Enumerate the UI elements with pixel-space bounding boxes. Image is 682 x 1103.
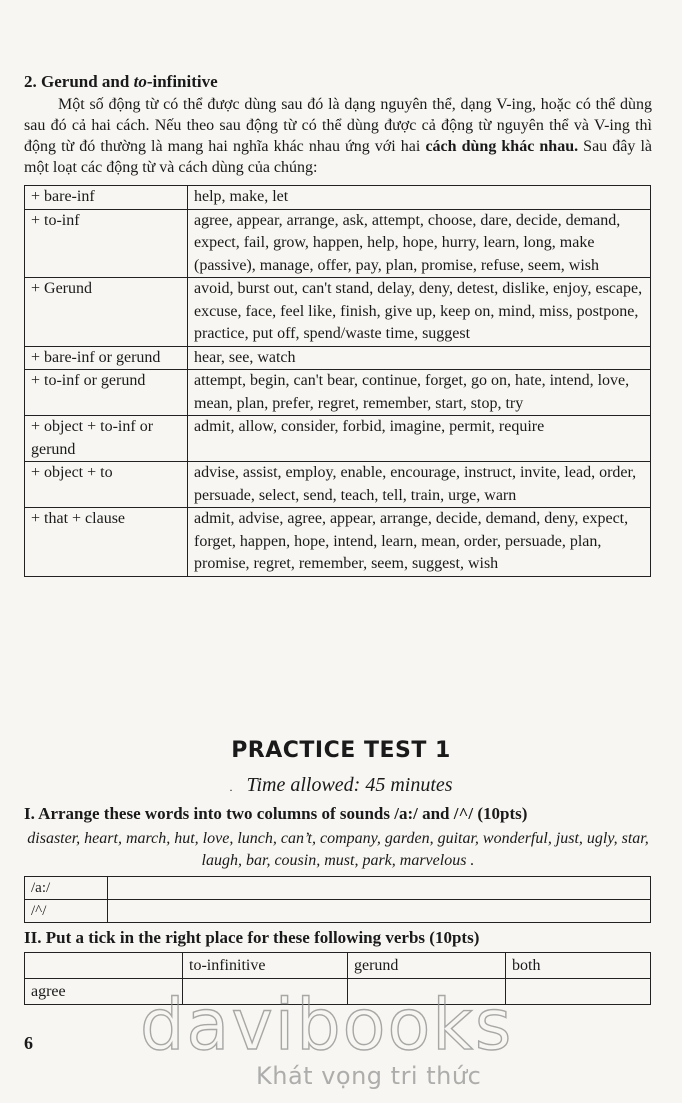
- practice-test-title: PRACTICE TEST 1: [231, 738, 451, 763]
- answer-cell[interactable]: [108, 877, 651, 900]
- verbs-cell: hear, see, watch: [188, 346, 651, 370]
- verb-pattern-table: [24, 185, 651, 577]
- verbs-cell: help, make, let: [188, 186, 651, 210]
- table-row: [25, 462, 651, 508]
- header-cell: gerund: [348, 953, 506, 979]
- page-number: 6: [24, 1033, 33, 1053]
- intro-paragraph: [24, 94, 652, 178]
- table-row: [25, 900, 651, 923]
- time-allowed: [0, 774, 682, 797]
- header-cell: to-infinitive: [183, 953, 348, 979]
- intro-text-bold: cách dùng khác nhau.: [425, 138, 579, 155]
- pattern-cell: + that + clause: [25, 508, 188, 577]
- pattern-cell: + object + to: [25, 462, 188, 508]
- pattern-cell: + to-inf or gerund: [25, 370, 188, 416]
- pattern-cell: + bare-inf or gerund: [25, 346, 188, 370]
- intro-text-1: Một số động từ có thể được dùng sau đó là dạng nguyên thể, dạng V-ing, hoặc có thể dùng sau đó cả hai cách. Nếu theo sau động từ có thể dùng được cả động từ nguyên thể và V-ing thì động từ đó thường là mang hai nghĩa khác nhau ứng với hai: [24, 96, 652, 155]
- header-cell: both: [506, 953, 651, 979]
- question-2-heading: II. Put a tick in the right place for these following verbs (10pts): [24, 928, 480, 947]
- time-allowed-text: Time allowed: 45 minutes: [246, 774, 453, 796]
- question-1-word-list: disaster, heart, march, hut, love, lunch, can’t, company, garden, guitar, wonderful, just, ugly, star, laugh, bar, cousin, must, park, marvelous .: [27, 830, 649, 869]
- tick-cell[interactable]: [506, 979, 651, 1005]
- answer-cell[interactable]: [108, 900, 651, 923]
- sound-label: /^/: [25, 900, 108, 923]
- sound-label: /a:/: [25, 877, 108, 900]
- table-row: [25, 278, 651, 347]
- table-row: [25, 186, 651, 210]
- question-1-heading: I. Arrange these words into two columns of sounds /a:/ and /^/ (10pts): [24, 804, 528, 823]
- verbs-cell: admit, allow, consider, forbid, imagine, permit, require: [188, 416, 651, 462]
- verbs-cell: attempt, begin, can't bear, continue, forget, go on, hate, intend, love, mean, plan, prefer, regret, remember, start, stop, try: [188, 370, 651, 416]
- table-row: [25, 416, 651, 462]
- table-header-row: [25, 953, 651, 979]
- verbs-cell: admit, advise, agree, appear, arrange, decide, demand, deny, expect, forget, happen, hope, intend, learn, mean, order, persuade, plan, promise, regret, remember, seem, suggest, wish: [188, 508, 651, 577]
- pattern-cell: + bare-inf: [25, 186, 188, 210]
- section-number: 2.: [24, 72, 37, 91]
- verb-cell: agree: [25, 979, 183, 1005]
- section-title-part-c: -infinitive: [146, 72, 218, 91]
- pattern-cell: + to-inf: [25, 209, 188, 278]
- intro-text-2: Sau đây là một loạt các động từ và cách dùng của chúng:: [24, 138, 653, 176]
- bullet-mark: .: [229, 780, 233, 794]
- header-cell: [25, 953, 183, 979]
- table-row: [25, 508, 651, 577]
- table-row: [25, 877, 651, 900]
- pattern-cell: + object + to-inf or gerund: [25, 416, 188, 462]
- verbs-cell: agree, appear, arrange, ask, attempt, choose, dare, decide, demand, expect, fail, grow, happen, help, hope, hurry, learn, long, make (passive), manage, offer, pay, plan, promise, refuse, seem, wish: [188, 209, 651, 278]
- table-row: [25, 370, 651, 416]
- table-row: [25, 346, 651, 370]
- table-row: [25, 209, 651, 278]
- watermark-slogan: Khát vọng tri thức: [256, 1062, 482, 1090]
- verbs-cell: avoid, burst out, can't stand, delay, deny, detest, dislike, enjoy, escape, excuse, face, feel like, finish, give up, keep on, mind, miss, postpone, practice, put off, spend/waste time, suggest: [188, 278, 651, 347]
- watermark-logo: davibooks: [140, 984, 514, 1066]
- verbs-cell: advise, assist, employ, enable, encourage, instruct, invite, lead, order, persuade, select, send, teach, tell, train, urge, warn: [188, 462, 651, 508]
- pattern-cell: + Gerund: [25, 278, 188, 347]
- section-title-part-a: Gerund and: [41, 72, 134, 91]
- section-title: [24, 72, 218, 92]
- sounds-answer-table: [24, 876, 651, 923]
- section-title-part-b: to: [133, 72, 147, 91]
